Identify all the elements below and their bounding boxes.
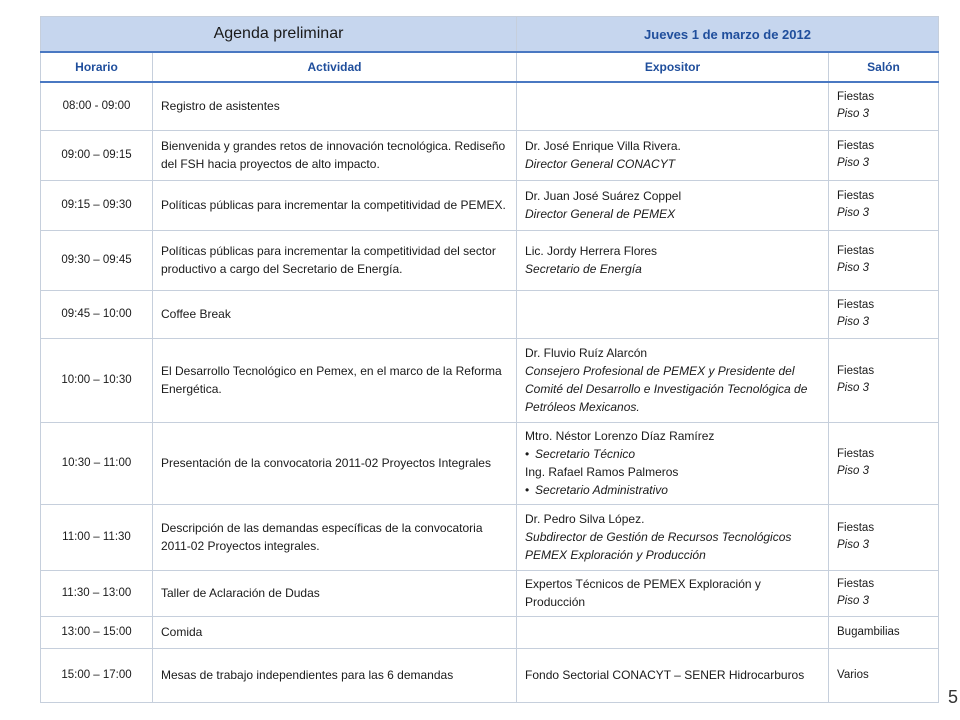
- cell-time: 10:00 – 10:30: [41, 338, 153, 422]
- cell-speaker: [517, 130, 829, 180]
- room-name: Fiestas: [837, 578, 875, 590]
- room-floor: Piso 3: [837, 157, 869, 169]
- column-header-activity: Actividad: [153, 52, 517, 82]
- room-name: Bugambilias: [837, 625, 900, 638]
- cell-speaker: [517, 82, 829, 130]
- cell-time: 09:00 – 09:15: [41, 130, 153, 180]
- cell-room: [829, 130, 939, 180]
- room-floor: Piso 3: [837, 262, 869, 274]
- cell-time: 11:00 – 11:30: [41, 504, 153, 570]
- speaker-name: Dr. Pedro Silva López.: [525, 512, 645, 526]
- speaker-role: Consejero Profesional de PEMEX y Presidente del Comité del Desarrollo e Investigación Tecnológica de Petróleos Mexicanos.: [525, 364, 808, 414]
- table-row: [41, 648, 939, 702]
- room-name: Fiestas: [837, 190, 875, 202]
- cell-speaker: Expertos Técnicos de PEMEX Exploración y Producción: [517, 570, 829, 616]
- cell-speaker: [517, 422, 829, 504]
- cell-room: [829, 338, 939, 422]
- table-row: [41, 570, 939, 616]
- cell-activity: Descripción de las demandas específicas de la convocatoria 2011-02 Proyectos integrales.: [153, 504, 517, 570]
- column-header-row: [41, 52, 939, 82]
- cell-speaker: [517, 504, 829, 570]
- room-name: Varios: [837, 668, 869, 681]
- table-row: [41, 422, 939, 504]
- room-name: Fiestas: [837, 522, 875, 534]
- table-row: [41, 504, 939, 570]
- cell-speaker: [517, 230, 829, 290]
- cell-time: 09:45 – 10:00: [41, 290, 153, 338]
- cell-room: [829, 230, 939, 290]
- speaker-role-2: • Secretario Administrativo: [525, 481, 820, 499]
- cell-time: 09:15 – 09:30: [41, 180, 153, 230]
- speaker-role: • Secretario Técnico: [525, 445, 820, 463]
- cell-room: [829, 82, 939, 130]
- agenda-document: [40, 16, 938, 703]
- cell-activity: Bienvenida y grandes retos de innovación tecnológica. Rediseño del FSH hacia proyectos de alto impacto.: [153, 130, 517, 180]
- cell-time: 10:30 – 11:00: [41, 422, 153, 504]
- title-row: [41, 17, 939, 53]
- speaker-role: Subdirector de Gestión de Recursos Tecnológicos PEMEX Exploración y Producción: [525, 530, 792, 562]
- speaker-role: Director General CONACYT: [525, 157, 676, 171]
- cell-activity: Taller de Aclaración de Dudas: [153, 570, 517, 616]
- cell-room: [829, 504, 939, 570]
- cell-activity: Políticas públicas para incrementar la competitividad de PEMEX.: [153, 180, 517, 230]
- table-row: [41, 180, 939, 230]
- cell-activity: Coffee Break: [153, 290, 517, 338]
- cell-room: [829, 570, 939, 616]
- cell-room: [829, 616, 939, 648]
- cell-activity: Políticas públicas para incrementar la competitividad del sector productivo a cargo del Secretario de Energía.: [153, 230, 517, 290]
- cell-time: 09:30 – 09:45: [41, 230, 153, 290]
- table-row: [41, 130, 939, 180]
- cell-time: 08:00 - 09:00: [41, 82, 153, 130]
- cell-activity: Mesas de trabajo independientes para las 6 demandas: [153, 648, 517, 702]
- speaker-name: Mtro. Néstor Lorenzo Díaz Ramírez: [525, 429, 715, 443]
- column-header-room: Salón: [829, 52, 939, 82]
- room-floor: Piso 3: [837, 539, 869, 551]
- speaker-role: Secretario de Energía: [525, 262, 642, 276]
- cell-time: 13:00 – 15:00: [41, 616, 153, 648]
- cell-activity: Comida: [153, 616, 517, 648]
- column-header-time: Horario: [41, 52, 153, 82]
- cell-time: 11:30 – 13:00: [41, 570, 153, 616]
- speaker-role: Director General de PEMEX: [525, 207, 676, 221]
- cell-room: [829, 290, 939, 338]
- cell-activity: El Desarrollo Tecnológico en Pemex, en el marco de la Reforma Energética.: [153, 338, 517, 422]
- room-name: Fiestas: [837, 448, 875, 460]
- cell-room: [829, 180, 939, 230]
- table-row: [41, 82, 939, 130]
- room-name: Fiestas: [837, 365, 875, 377]
- column-header-speaker: Expositor: [517, 52, 829, 82]
- table-row: [41, 290, 939, 338]
- room-floor: Piso 3: [837, 316, 869, 328]
- room-name: Fiestas: [837, 140, 875, 152]
- room-floor: Piso 3: [837, 465, 869, 477]
- room-floor: Piso 3: [837, 595, 869, 607]
- room-floor: Piso 3: [837, 382, 869, 394]
- agenda-date: Jueves 1 de marzo de 2012: [517, 17, 939, 53]
- page-number: 5: [947, 687, 958, 707]
- speaker-name: Dr. José Enrique Villa Rivera.: [525, 139, 681, 153]
- speaker-name-2: Ing. Rafael Ramos Palmeros: [525, 465, 679, 479]
- room-floor: Piso 3: [837, 207, 869, 219]
- speaker-name: Lic. Jordy Herrera Flores: [525, 244, 658, 258]
- table-row: [41, 338, 939, 422]
- cell-room: [829, 422, 939, 504]
- speaker-name: Dr. Juan José Suárez Coppel: [525, 189, 682, 203]
- table-row: [41, 616, 939, 648]
- cell-activity: Registro de asistentes: [153, 82, 517, 130]
- cell-speaker: [517, 290, 829, 338]
- cell-room: [829, 648, 939, 702]
- room-name: Fiestas: [837, 245, 875, 257]
- cell-speaker: [517, 616, 829, 648]
- speaker-name: Dr. Fluvio Ruíz Alarcón: [525, 346, 648, 360]
- room-floor: Piso 3: [837, 108, 869, 121]
- room-name: Fiestas: [837, 299, 875, 311]
- table-row: [41, 230, 939, 290]
- cell-speaker: [517, 338, 829, 422]
- cell-time: 15:00 – 17:00: [41, 648, 153, 702]
- agenda-table: [40, 16, 939, 703]
- cell-activity: Presentación de la convocatoria 2011-02 Proyectos Integrales: [153, 422, 517, 504]
- cell-speaker: Fondo Sectorial CONACYT – SENER Hidrocarburos: [517, 648, 829, 702]
- cell-speaker: [517, 180, 829, 230]
- agenda-title: Agenda preliminar: [41, 17, 517, 53]
- room-name: Fiestas: [837, 91, 875, 104]
